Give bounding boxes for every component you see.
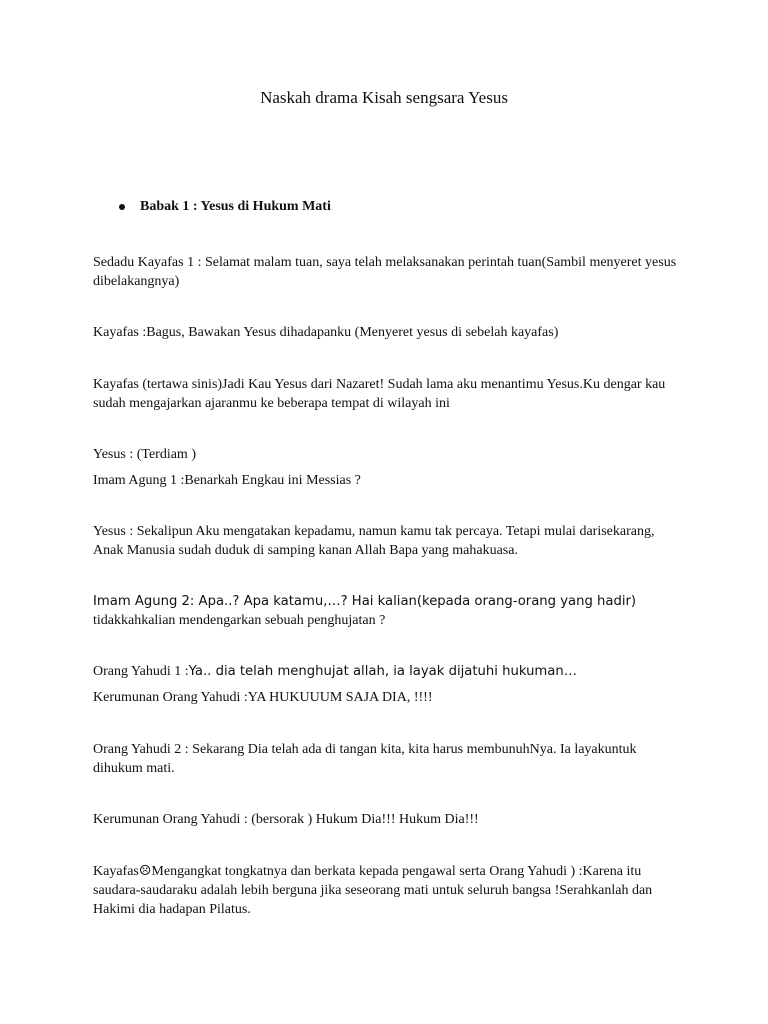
paragraph: Kayafas :Bagus, Bawakan Yesus dihadapanku (Menyeret yesus di sebelah kayafas): [93, 325, 559, 340]
paragraph: Kerumunan Orang Yahudi :YA HUKUUUM SAJA DIA, !!!!: [93, 690, 433, 705]
paragraph: [93, 592, 683, 630]
paragraph-segment: tidakkahkalian mendengarkan sebuah penghujatan ?: [93, 613, 386, 628]
paragraph: [93, 662, 683, 681]
paragraph: Yesus : Sekalipun Aku mengatakan kepadamu, namun kamu tak percaya. Tetapi mulai darisekarang, Anak Manusia sudah duduk di samping kanan Allah Bapa yang mahakuasa.: [93, 524, 655, 558]
paragraph: Orang Yahudi 2 : Sekarang Dia telah ada di tangan kita, kita harus membunuhNya. Ia layakuntuk dihukum mati.: [93, 742, 637, 776]
paragraph-segment: Orang Yahudi 1 :: [93, 664, 189, 679]
paragraph: Kayafas (tertawa sinis)Jadi Kau Yesus dari Nazaret! Sudah lama aku menantimu Yesus.Ku dengar kau sudah mengajarkan ajaranmu ke beberapa tempat di wilayah ini: [93, 377, 666, 411]
paragraph: Yesus : (Terdiam ): [93, 447, 196, 462]
paragraph: Kerumunan Orang Yahudi : (bersorak ) Hukum Dia!!! Hukum Dia!!!: [93, 812, 479, 827]
paragraph-segment: Imam Agung 2: Apa..? Apa katamu,…? Hai kalian(kepada orang-orang yang hadir): [93, 594, 637, 609]
paragraph: Kayafas☹Mengangkat tongkatnya dan berkata kepada pengawal serta Orang Yahudi ) :Karena itu saudara-saudaraku adalah lebih berguna jika seseorang mati untuk seluruh bangsa !Serahkanlah dan Hakimi dia hadapan Pilatus.: [93, 864, 653, 917]
paragraph-segment: Ya.. dia telah menghujat allah, ia layak dijatuhi hukuman…: [188, 664, 577, 679]
paragraph: Sedadu Kayafas 1 : Selamat malam tuan, saya telah melaksanakan perintah tuan(Sambil menyeret yesus dibelakangnya): [93, 255, 677, 289]
paragraph: Imam Agung 1 :Benarkah Engkau ini Messias ?: [93, 473, 361, 488]
section-heading: Babak 1 : Yesus di Hukum Mati: [140, 199, 331, 214]
bullet-icon: [119, 204, 125, 210]
document-title: Naskah drama Kisah sengsara Yesus: [260, 88, 508, 107]
